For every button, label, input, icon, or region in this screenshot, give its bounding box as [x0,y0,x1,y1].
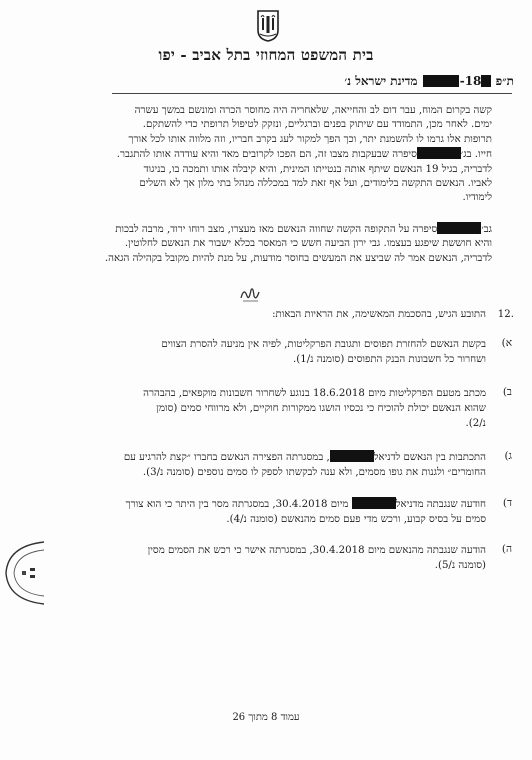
text-line: חייו. בג׳סיפרה שבעקבות מצבו זה, הם הפכו לקרובים מאד והיא עודדה אותו להתגבר. [116,149,492,161]
case-prefix: ת״פ [495,74,514,88]
redaction-mark [481,75,491,87]
text-line: שהוא הנאשם יכולת להוכיח כי נכסיו הושגו ממקורות חוקיים, ולא מרווחי סמים (סומן [156,403,486,414]
case-number-line [344,74,514,89]
text-line: (סומנה נ/5). [434,560,486,571]
paragraph-background [40,104,492,206]
text-line: לימודיו. [462,192,492,204]
redaction-mark [352,497,396,509]
text-line: הודעה שנגבתה מהנאשם מיום 30.4.2018, במסגרתה אישר כי רכש את הסמים מסין [147,545,486,556]
redaction-mark [330,450,374,462]
item-letter: א) [501,337,512,349]
text-line: מכתב מטעם הפרקליטות מיום 18.6.2018 בנוגע לשחרור חשבונות מוקפאים, בהבהרה [143,388,486,399]
text-line: נ/2). [465,418,486,429]
text-line: לאביו. הנאשם התקשה בלימודים, ועל אף זאת למד במכללה מנהל בתי מלון אך לא השלים [139,178,492,190]
item-letter: ג) [504,450,512,462]
text-line: גב׳סיפרה על התקופה הקשה שחווה הנאשם מאז מעצרו, מצב רוחו ירוד, מרבה לבכות [115,224,492,235]
state-emblem-icon [254,8,282,42]
header-divider [112,93,512,94]
redaction-mark [437,222,481,234]
handwritten-mark-icon [238,284,264,304]
court-title: בית המשפט המחוזי בתל אביב - יפו [158,46,374,64]
section-number: .12 [497,309,514,320]
text-line: התכתבות בין הנאשם לדניאל, במסגרתה הפצירה הנאשם בחברו ״קצת להרגיע עם [123,452,486,463]
section-text: התובע הגיש, בהסכמת המאשימה, את הראיות הבאות: [272,309,486,320]
text-line: ושחרור כל חשבונות הבנק התפוסים (סומנה נ/1). [293,354,486,365]
court-stamp-icon [0,538,44,608]
text-line: ימים. לאחר מכן, התמודד עם שיתוק בפנים וברגליים, ונזקק לטיפול תרופתי כדי להשתקם. [142,119,492,131]
text-line: לדבריה, בגיל 19 הנאשם שיתף אותה בנטייתו המינית, והיא קיבלה אותו ותמכה בו, בניגוד [143,163,492,175]
item-letter: ה) [501,543,512,555]
text-line: בקשת הנאשם להחזרת תפוסים ותגובת הפרקליטות, לפיה אין מניעה להסרת הצווים [161,339,486,350]
text-line: חודעה שנגבתה מדניאל מיום 30.4.2018, במסגרתה מסר בין היתר כי הוא צורך [125,499,486,510]
redaction-mark [417,147,461,159]
case-number: 18- [459,74,482,88]
text-line: תרופות אלו גרמו לו להשמנת יתר, וכך הפך למקור לעג בקרב חבריו, וזה מלווה אותו לכל אורך [128,133,492,145]
paragraph-arrest-impact [40,222,492,266]
item-letter: ד) [502,497,512,509]
text-line: לדבריה, הנאשם אמר לה שביצע את המעשים בחוסר מודעות, על מנת להיות מקובל בקהילה הגאה. [104,252,492,264]
text-line: קשה בקרום המוח, עבר דום לב והחייאה, שלאחריה היה מחוסר הכרה ומונשם במשך עשרה [134,105,492,116]
page-footer: עמוד 8 מתוך 26 [232,712,300,723]
redaction-mark [423,75,459,87]
item-letter: ב) [502,386,512,398]
text-line: החומרים״ ולגנות את גופו מסמים, ולא ענה לבקשתו לספק לו סמים נוספים (סומנה נ/3). [142,467,486,478]
text-line: והיא חוששת שיפגע בעצמו. גבי ירון הביעה חשש כי המאסר בכלא ישבור את הנאשם לחלוטין. [124,238,492,250]
text-line: סמים על בסיס קבוע, ורכש מדי פעם סמים מהנאשם (סומנה נ/4). [226,514,486,525]
case-parties: מדינת ישראל נ׳ [344,74,418,88]
